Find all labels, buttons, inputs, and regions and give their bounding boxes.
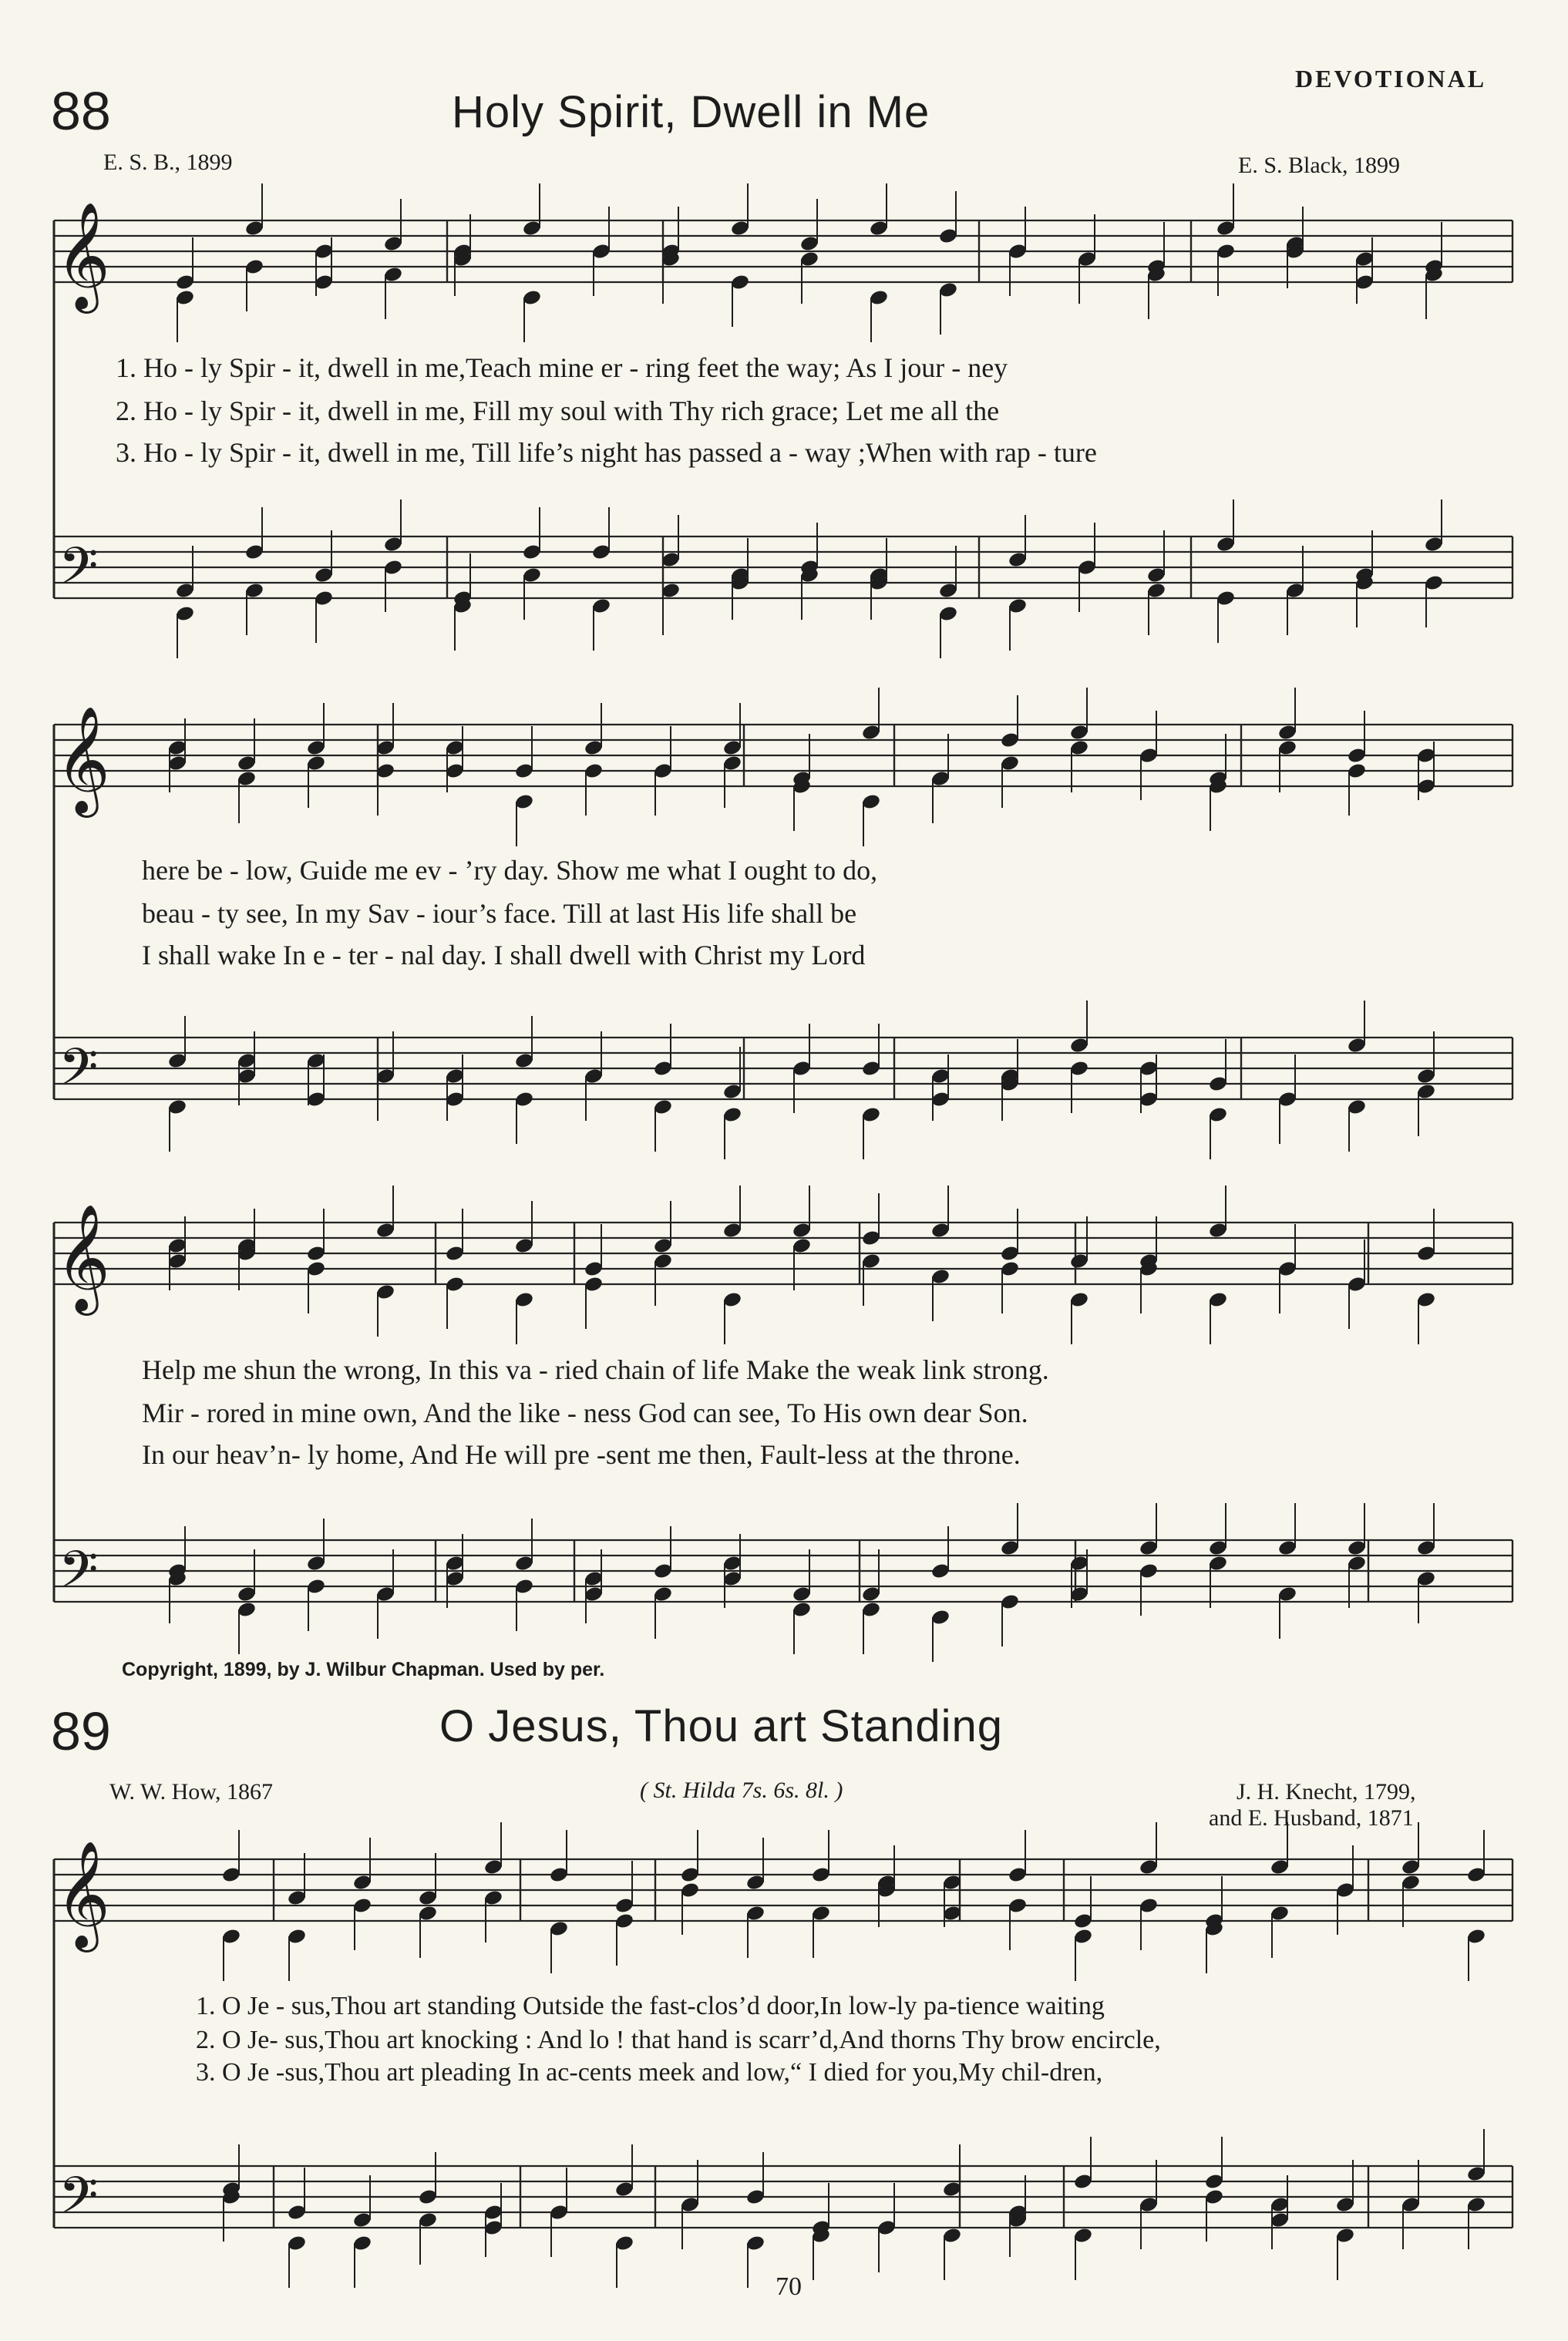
treble-clef-icon: 𝄞 <box>56 1204 110 1311</box>
hymn-89-music-credit-line1: J. H. Knecht, 1799, <box>1237 1779 1416 1805</box>
hymn-88-s3-verse-2: Mir - rored in mine own, And the like - ness God can see, To His own dear Son. <box>142 1398 1028 1428</box>
hymn-88-number: 88 <box>51 81 111 141</box>
hymn-88-title: Holy Spirit, Dwell in Me <box>452 87 930 137</box>
hymn-88-s2-verse-1: here be - low, Guide me ev - ’ry day. Show me what I ought to do, <box>142 855 878 886</box>
section-label: DEVOTIONAL <box>1295 65 1487 92</box>
hymn-88-music-credit: E. S. Black, 1899 <box>1238 153 1400 178</box>
hymn-89-verse-3: 3. O Je -sus,Thou art pleading In ac-cents meek and low,“ I died for you,My chil-dren, <box>196 2058 1103 2087</box>
treble-clef-icon: 𝄞 <box>56 202 110 309</box>
hymn-88-copyright: Copyright, 1899, by J. Wilbur Chapman. Used by per. <box>122 1659 605 1680</box>
bass-clef-icon: 𝄢 <box>59 2166 99 2238</box>
bass-clef-icon: 𝄢 <box>59 1038 99 1109</box>
hymn-88-s3-verse-1: Help me shun the wrong, In this va - ried chain of life Make the weak link strong. <box>142 1354 1049 1385</box>
page-number: 70 <box>776 2272 802 2301</box>
hymn-88-s1-verse-3: 3. Ho - ly Spir - it, dwell in me, Till life’s night has passed a - way ;When with rap - ture <box>116 437 1097 468</box>
treble-clef-icon: 𝄞 <box>56 1841 110 1948</box>
hymn-89-words-credit: W. W. How, 1867 <box>109 1779 273 1805</box>
hymn-89-music-credit-line2: and E. Husband, 1871 <box>1209 1805 1414 1831</box>
hymn-88-s2-verse-3: I shall wake In e - ter - nal day. I shall dwell with Christ my Lord <box>142 940 866 970</box>
hymn-89-verse-2: 2. O Je- sus,Thou art knocking : And lo ! that hand is scarr’d,And thorns Thy brow encircle, <box>196 2026 1161 2054</box>
hymn-88-s3-verse-3: In our heav’n- ly home, And He will pre -sent me then, Fault-less at the throne. <box>142 1439 1021 1470</box>
hymn-89-number: 89 <box>51 1701 111 1761</box>
hymn-88-s1-verse-1: 1. Ho - ly Spir - it, dwell in me,Teach mine er - ring feet the way; As I jour - ney <box>116 352 1008 383</box>
hymn-88-s1-verse-2: 2. Ho - ly Spir - it, dwell in me, Fill my soul with Thy rich grace; Let me all the <box>116 395 1000 426</box>
hymn-88-words-credit: E. S. B., 1899 <box>103 150 233 175</box>
bass-clef-icon: 𝄢 <box>59 1540 99 1612</box>
treble-clef-icon: 𝄞 <box>56 706 110 813</box>
hymn-89-tune-info: ( St. Hilda 7s. 6s. 8l. ) <box>640 1778 843 1803</box>
hymn-89-verse-1: 1. O Je - sus,Thou art standing Outside the fast-clos’d door,In low-ly pa-tience waiting <box>196 1992 1105 2020</box>
hymn-89-title: O Jesus, Thou art Standing <box>439 1701 1004 1751</box>
hymn-88-s2-verse-2: beau - ty see, In my Sav - iour’s face. Till at last His life shall be <box>142 898 857 929</box>
bass-clef-icon: 𝄢 <box>59 536 99 608</box>
